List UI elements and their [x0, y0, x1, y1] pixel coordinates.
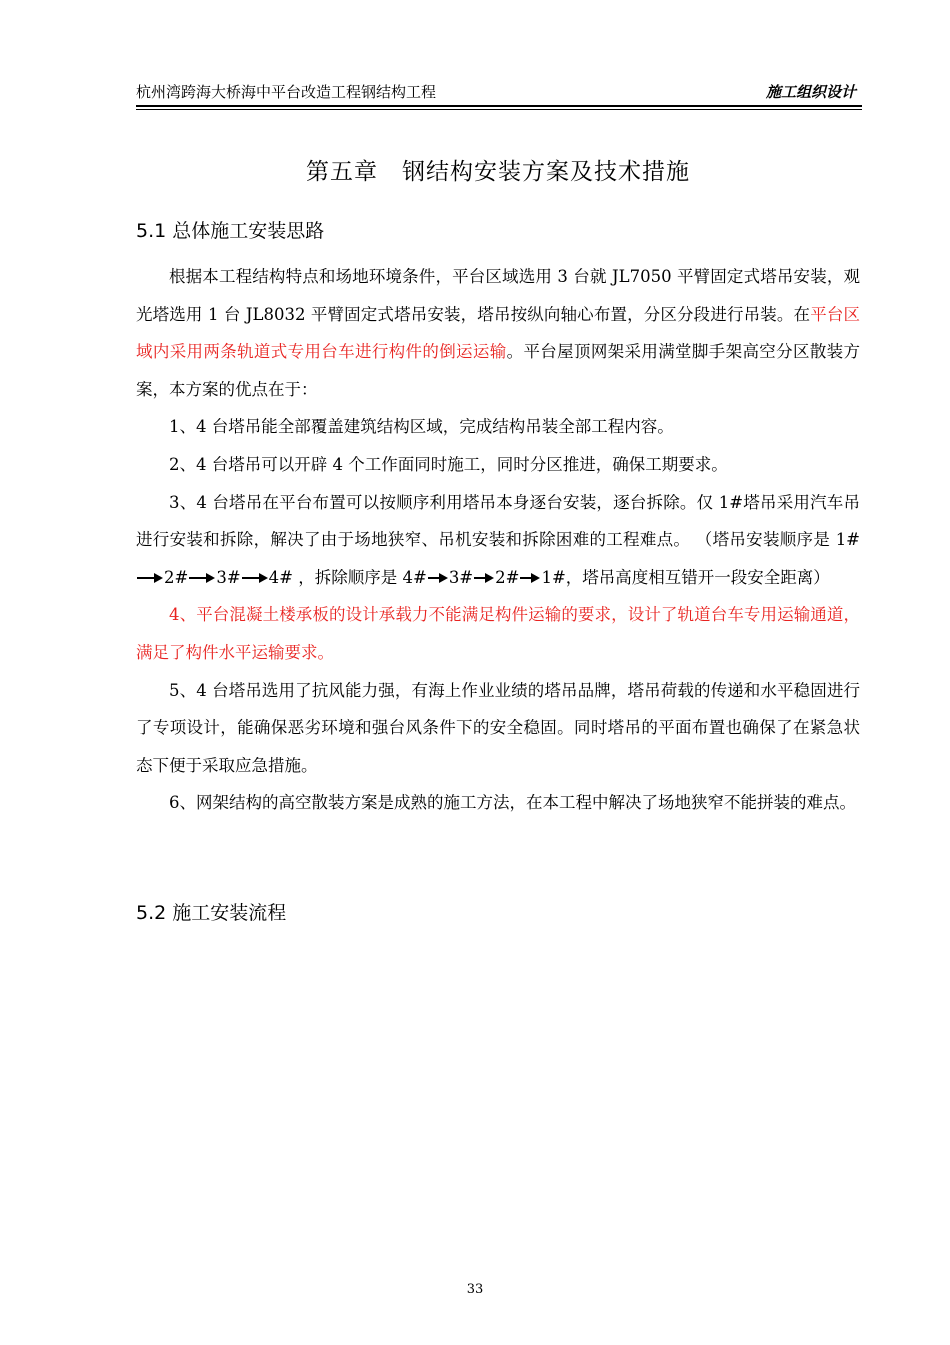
page-number: 33 — [466, 1282, 484, 1297]
advantage-item-2: 2、4 台塔吊可以开辟 4 个工作面同时施工，同时分区推进，确保工期要求。 — [169, 454, 728, 474]
removal-step: 4# — [402, 567, 427, 587]
advantage-item-6: 6、网架结构的高空散装方案是成熟的施工方法，在本工程中解决了场地狭窄不能拼装的难点。 — [169, 793, 856, 813]
sequence-note-suffix: ，塔吊高度相互错开一段安全距离） — [565, 567, 830, 587]
chapter-title: 第五章 钢结构安装方案及技术措施 — [306, 159, 690, 185]
install-sequence-label: （塔吊安装顺序是 — [695, 530, 836, 550]
advantage-item-3 — [136, 484, 860, 597]
right-arrow-icon — [474, 573, 494, 583]
right-arrow-icon — [428, 573, 448, 583]
install-step: 4# — [268, 567, 293, 587]
right-arrow-icon — [189, 573, 215, 583]
intro-highlight-text: 平台区域内采用两条轨道式专用台车进行构件的倒运运输 — [136, 304, 860, 362]
intro-paragraph — [136, 258, 860, 408]
right-arrow-icon — [242, 573, 268, 583]
install-step: 2# — [164, 567, 189, 587]
right-arrow-icon — [137, 573, 163, 583]
header-document-type: 施工组织设计 — [765, 83, 856, 101]
removal-step: 3# — [448, 567, 474, 587]
page-header — [136, 80, 860, 106]
intro-text-start: 根据本工程结构特点和场地环境条件，平台区域选用 3 台就 JL7050 平臂固定式塔吊安装，观光塔选用 1 台 JL8032 平臂固定式塔吊安装，塔吊按纵向轴心布置，分区分段进行吊装。在 — [136, 267, 860, 324]
advantage-item-3-text: 3、4 台塔吊在平台布置可以按顺序利用塔吊本身逐台安装，逐台拆除。仅 1#塔吊采用汽车吊进行安装和拆除，解决了由于场地狭窄、吊机安装和拆除困难的工程难点。 — [136, 492, 860, 550]
header-rule-thin — [136, 109, 862, 110]
install-step: 1# — [835, 530, 861, 550]
install-step: 3# — [216, 567, 241, 587]
advantage-item-5: 5、4 台塔吊选用了抗风能力强，有海上作业业绩的塔吊品牌，塔吊荷载的传递和水平稳固进行了专项设计，能确保恶劣环境和强台风条件下的安全稳固。同时塔吊的平面布置也确保了在紧急状态下便于采取应急措施。 — [136, 680, 860, 775]
advantage-item-1: 1、4 台塔吊能全部覆盖建筑结构区域，完成结构吊装全部工程内容。 — [169, 417, 674, 437]
removal-sequence-label: ，拆除顺序是 — [292, 567, 403, 587]
intro-text-end: 。平台屋顶网架采用满堂脚手架高空分区散装方案，本方案的优点在于： — [136, 342, 861, 399]
header-rule — [136, 105, 862, 107]
advantage-item-4: 4、平台混凝土楼承板的设计承载力不能满足构件运输的要求，设计了轨道台车专用运输通道，满足了构件水平运输要求。 — [136, 605, 860, 662]
section-5-1-body — [136, 258, 860, 822]
removal-step: 1# — [541, 567, 566, 587]
removal-step: 2# — [495, 567, 520, 587]
header-project-title: 杭州湾跨海大桥海中平台改造工程钢结构工程 — [136, 83, 437, 101]
section-heading-5-2: 5.2 施工安装流程 — [136, 902, 287, 924]
section-heading-5-1: 5.1 总体施工安装思路 — [136, 220, 325, 242]
right-arrow-icon — [520, 573, 540, 583]
